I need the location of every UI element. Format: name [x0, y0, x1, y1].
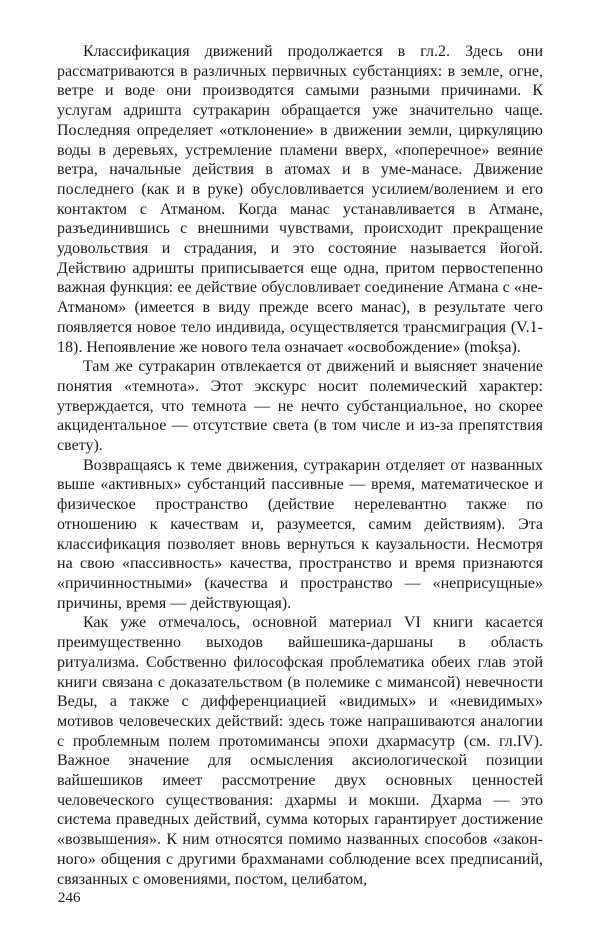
paragraph-darkness: Там же сутракарин отвлекается от движений и выясняет значение понятия «темнота». Этот экскурс носит полемический характер: утверждается, что темнота — не нечто субстанциальное, но скорее акцидентальное — отсутствие света (в том числе и из-за препятствия свету).	[57, 358, 543, 455]
book-page-text	[57, 42, 543, 889]
paragraph-passive-substances: Возвращаясь к теме движения, сутракарин отделяет от названных выше «активных» субстанций пассивные — время, математическое и физическое пространство (действие нерелевантно также по отношению к качествам и, разумеется, самим действиям). Эта классификация позволяет вновь вернуться к каузальности. Несмотря на свою «пассивность» качества, пространство и время признаются «причинностными» (качества и пространство — «неприсущные» причины, время — действующая).	[57, 456, 543, 612]
paragraph-movement-classification: Классификация движений продолжается в гл.2. Здесь они рассматриваются в различных первичных субстанциях: в земле, огне, ветре и воде они производятся самыми разными причинами. К услугам адришта сутракарин обращается уже значительно чаще. Последняя определяет «отклонение» в движении земли, циркуляцию воды в деревьях, устремление пламени вверх, «поперечное» веяние ветра, начальные действия в атомах и в уме-манасе. Движение последнего (как и в руке) обусловливается усилием/волением и его контактом с Атманом. Когда манас устанавливается в Атмане, разъединившись с внешними чувствами, происходит прекращение удовольствия и страдания, и это состояние называется йогой. Действию адришты приписывается еще одна, притом первостепенно важная функция: ее действие обусловливает соединение Атмана с «не-Атманом» (имеется в виду прежде всего манас), в результате чего появляется новое тело индивида, осуществляется трансмиграция (V.1-18). Непоявление же нового тела означает «освобождение» (mokṣa).	[57, 43, 543, 356]
paragraph-book-six: Как уже отмечалось, основной материал VI книги касается преимущественно выходов вайшешика-даршаны в область ритуализма. Собственно философская проблематика обеих глав этой книги связана с доказательством (в полемике с мимансой) невечности Веды, а также с дифференциацией «видимых» и «невидимых» мотивов человеческих действий: здесь тоже напрашиваются аналогии с проблемным полем протомимансы эпохи дхармасутр (см. гл.IV). Важное значение для осмысления аксиологической позиции вайшешиков имеет рассмотрение двух основных ценностей человеческого существования: дхармы и мокши. Дхарма — это система праведных действий, сумма которых гарантирует достижение «возвышения». К ним относятся помимо названных способов «законного» общения с другими брахманами соблюдение всех предписаний, связанных с омовениями, постом, целибатом,	[57, 614, 543, 888]
page-number: 246	[58, 890, 81, 906]
